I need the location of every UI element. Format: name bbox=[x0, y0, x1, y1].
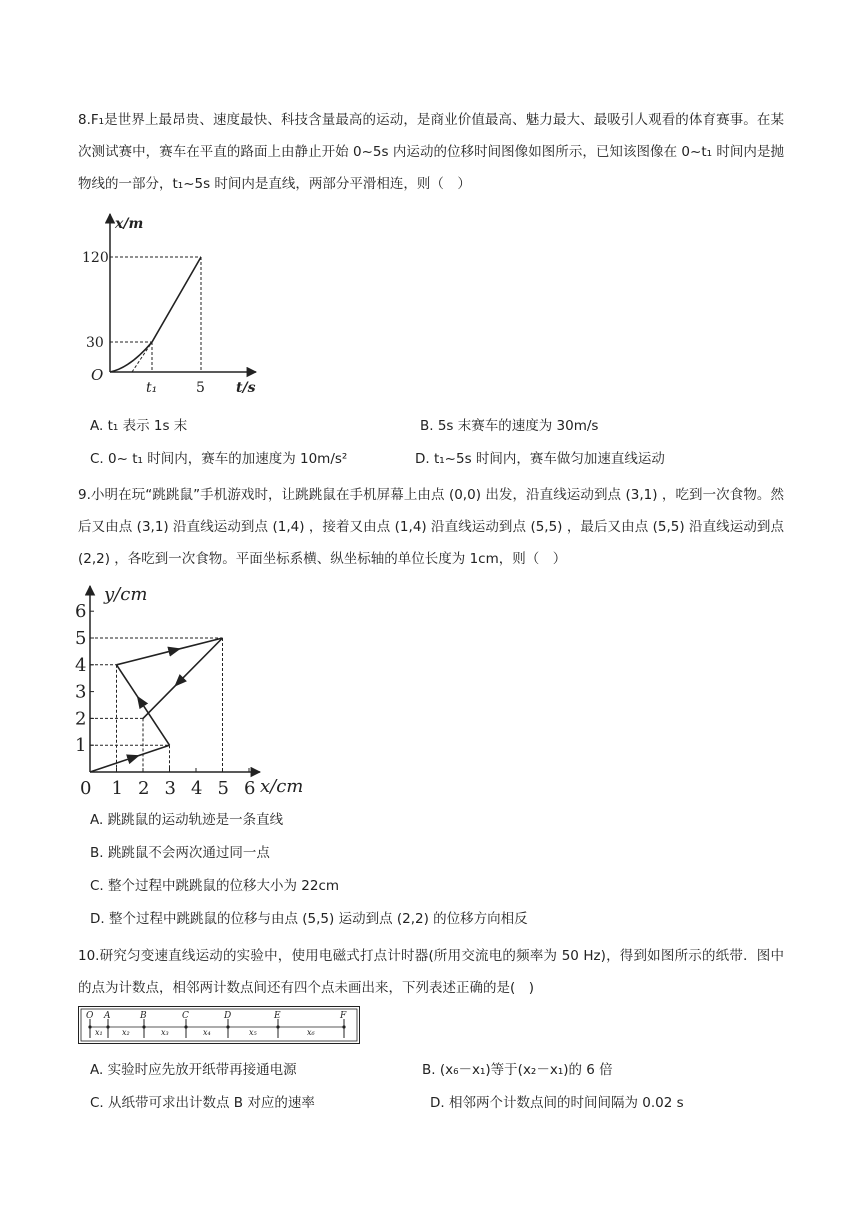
q10-count-point-dot bbox=[226, 1025, 229, 1028]
q9-trajectory bbox=[90, 638, 223, 772]
q9-graph bbox=[74, 580, 314, 800]
q9-option-a[interactable]: A. 跳跳鼠的运动轨迹是一条直线 bbox=[90, 812, 284, 828]
q9-x-tick-label: 2 bbox=[138, 778, 150, 799]
q9-x-tick-label: 1 bbox=[111, 778, 123, 799]
q10-segment-label: x₁ bbox=[95, 1028, 103, 1037]
q10-stem: 10.研究匀变速直线运动的实验中，使用电磁式打点计时器(所用交流电的频率为 50 Hz)，得到如图所示的纸带．图中的点为计数点，相邻两计数点间还有四个点未画出来，下列表述正确的是( ) bbox=[78, 948, 784, 996]
q10-segment-label: x₆ bbox=[307, 1028, 315, 1037]
q8-option-a[interactable]: A. t₁ 表示 1s 末 bbox=[90, 418, 188, 434]
q9-option-d[interactable]: D. 整个过程中跳跳鼠的位移与由点 (5,5) 运动到点 (2,2) 的位移方向相反 bbox=[90, 911, 528, 927]
q8-x-tick-5: 5 bbox=[196, 380, 205, 396]
q8-stem: 8.F₁是世界上最昂贵、速度最快、科技含量最高的运动，是商业价值最高、魅力最大、最吸引人观看的体育赛事。在某次测试赛中，赛车在平直的路面上由静止开始 0~5s 内运动的位移时间图像如图所示，已知该图像在 0~t₁ 时间内是抛物线的一部分，t₁~5s 时间内是直线，两部分平滑相连，则（ ） bbox=[78, 112, 784, 192]
q10-option-d[interactable]: D. 相邻两个计数点间的时间间隔为 0.02 s bbox=[430, 1095, 684, 1111]
q8-option-b[interactable]: B. 5s 末赛车的速度为 30m/s bbox=[420, 418, 599, 434]
q8-graph bbox=[80, 208, 270, 404]
q8-x-tick-t1: t₁ bbox=[146, 380, 158, 396]
q8-y-axis-label: x/m bbox=[115, 216, 144, 232]
q10-paper-tape bbox=[78, 1006, 360, 1046]
q9-y-tick-label: 5 bbox=[75, 628, 87, 649]
q10-count-point-label: F bbox=[340, 1011, 347, 1021]
q9-segment bbox=[143, 638, 223, 718]
q9-segment bbox=[90, 745, 170, 772]
q9-stem: 9.小明在玩“跳跳鼠”手机游戏时，让跳跳鼠在手机屏幕上由点 (0,0) 出发，沿直线运动到点 (3,1) ，吃到一次食物。然后又由点 (3,1) 沿直线运动到点 (1,4) ，接着又由点 (1,4) 沿直线运动到点 (5,5) ，最后又由点 (5,5) 沿直线运动到点 (2,2) ，各吃到一次食物。平面坐标系横、纵坐标轴的单位长度为 1cm，则（ ） bbox=[78, 487, 784, 567]
q9-x-axis-label: x/cm bbox=[260, 776, 304, 797]
q10-option-b[interactable]: B. (x₆－x₁)等于(x₂－x₁)的 6 倍 bbox=[422, 1062, 613, 1078]
q9-y-axis-label: y/cm bbox=[104, 584, 148, 605]
q9-y-tick-label: 3 bbox=[75, 681, 87, 703]
q9-y-ticks bbox=[75, 601, 94, 756]
q10-count-point-label: B bbox=[140, 1011, 147, 1021]
q9-y-tick-label: 6 bbox=[75, 601, 87, 623]
q10-count-point-label: C bbox=[182, 1011, 189, 1021]
q10-count-point-dot bbox=[342, 1025, 345, 1028]
q9-y-tick-label: 4 bbox=[75, 654, 87, 676]
q9-option-b[interactable]: B. 跳跳鼠不会两次通过同一点 bbox=[90, 845, 270, 861]
q9-x-tick-label: 3 bbox=[164, 778, 176, 799]
q10-option-a[interactable]: A. 实验时应先放开纸带再接通电源 bbox=[90, 1062, 297, 1078]
q9-y-tick-label: 1 bbox=[75, 735, 87, 757]
q9-x-tick-label: 6 bbox=[244, 778, 256, 799]
q9-y-tick-label: 2 bbox=[75, 708, 87, 730]
q9-option-c[interactable]: C. 整个过程中跳跳鼠的位移大小为 22cm bbox=[90, 878, 340, 894]
q10-segment-label: x₃ bbox=[161, 1028, 169, 1037]
q10-count-point-label: O bbox=[86, 1011, 94, 1021]
q8-y-tick-120: 120 bbox=[82, 250, 109, 266]
q9-x-tick-label: 5 bbox=[217, 778, 229, 799]
q9-segment bbox=[117, 638, 223, 665]
q10-segment-label: x₅ bbox=[249, 1028, 257, 1037]
q10-count-point-dot bbox=[88, 1025, 91, 1028]
q10-count-point-dot bbox=[276, 1025, 279, 1028]
q8-origin-label: O bbox=[91, 366, 104, 384]
q10-count-point-dot bbox=[184, 1025, 187, 1028]
q10-option-c[interactable]: C. 从纸带可求出计数点 B 对应的速率 bbox=[90, 1095, 315, 1111]
q8-option-d[interactable]: D. t₁~5s 时间内，赛车做匀加速直线运动 bbox=[415, 451, 665, 467]
q10-segment-label: x₂ bbox=[122, 1028, 130, 1037]
q8-option-c[interactable]: C. 0~ t₁ 时间内，赛车的加速度为 10m/s² bbox=[90, 451, 348, 467]
q9-segment bbox=[117, 665, 170, 745]
q10-count-point-label: D bbox=[224, 1011, 232, 1021]
q8-x-axis-label: t/s bbox=[236, 380, 256, 396]
q10-count-point-dot bbox=[142, 1025, 145, 1028]
q8-curve bbox=[110, 257, 201, 372]
q10-count-point-label: E bbox=[274, 1011, 281, 1021]
q9-x-tick-label: 0 bbox=[80, 778, 92, 799]
q8-y-tick-30: 30 bbox=[86, 335, 104, 351]
q10-count-point-dot bbox=[106, 1025, 109, 1028]
q9-x-tick-label: 4 bbox=[191, 778, 203, 799]
q10-segment-label: x₄ bbox=[203, 1028, 211, 1037]
q10-count-point-label: A bbox=[104, 1011, 111, 1021]
